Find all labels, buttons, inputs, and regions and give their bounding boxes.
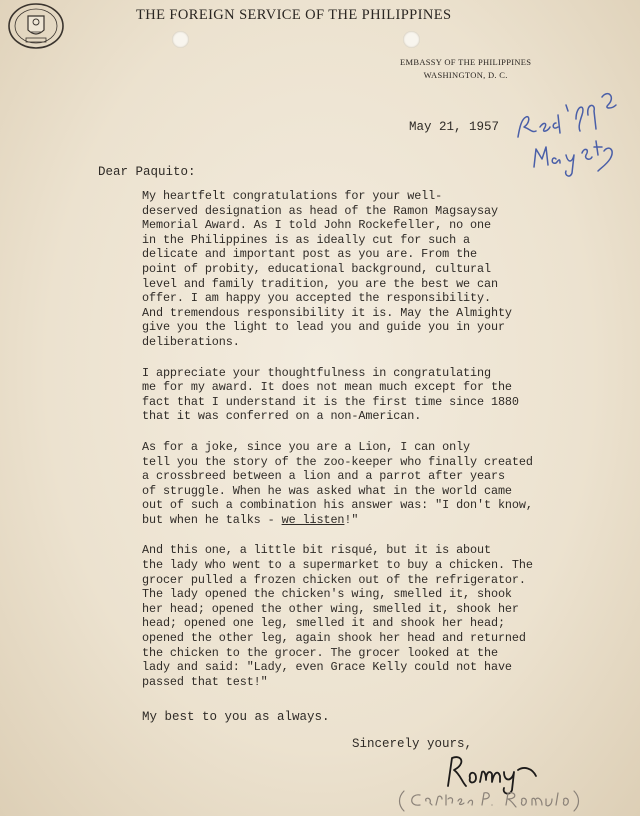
philippine-seal-icon <box>6 2 66 50</box>
lion-joke-text: As for a joke, since you are a Lion, I can only tell you the story of the zoo-keeper who finally created a crossbreed between a lion and a parrot after years of struggle. When he was asked what in the world came out of such a combination his answer was: "I don't know, but when he talks - <box>142 439 533 527</box>
punch-hole-left <box>172 31 189 48</box>
letterhead-title: THE FOREIGN SERVICE OF THE PHILIPPINES <box>136 7 452 23</box>
salutation: Dear Paquito: <box>98 165 196 179</box>
paragraph-lion-joke <box>102 440 582 528</box>
letter-body <box>102 189 582 705</box>
punchline: we listen <box>281 512 345 527</box>
paragraph-award: I appreciate your thoughtfulness in congratulating me for my award. It does not mean much except for the fact that I understand it is the first time since 1880 that it was conferred on a non-American. <box>142 365 519 424</box>
embassy-name: EMBASSY OF THE PHILIPPINES <box>400 57 532 67</box>
handwritten-printed-name <box>396 787 586 813</box>
punchline-tail: !" <box>344 512 359 527</box>
paragraph-congratulations: My heartfelt congratulations for your well- deserved designation as head of the Ramon Magsaysay Memorial Award. As I told John Rockefeller, no one in the Philippines is as ideally cut for such a delicate and important post as you are. From the point of probity, educational background, cultural level and family tradition, you are the best we can offer. I am happy you accepted the responsibility. And tremendous responsibility it is. May the Almighty give you the light to lead you and guide you in your deliberations. <box>142 189 512 349</box>
embassy-city: WASHINGTON, D. C. <box>423 70 508 80</box>
closing-line: My best to you as always. <box>142 710 330 724</box>
sign-off: Sincerely yours, <box>352 737 473 751</box>
paragraph-chicken-joke: And this one, a little bit risqué, but it is about the lady who went to a supermarket to buy a chicken. The grocer pulled a frozen chicken out of the refrigerator. The lady opened the chicken's wing, smelled it, shook her head; opened the other wing, smelled it, shook her head; opened one leg, smelled it and shook her head; opened the other leg, again shook her head and returned the chicken to the grocer. The grocer looked at the lady and said: "Lady, even Grace Kelly could not have passed that test!" <box>142 543 533 689</box>
letter-date: May 21, 1957 <box>409 120 500 134</box>
handwritten-received-note <box>512 75 622 180</box>
punch-hole-right <box>403 31 420 48</box>
